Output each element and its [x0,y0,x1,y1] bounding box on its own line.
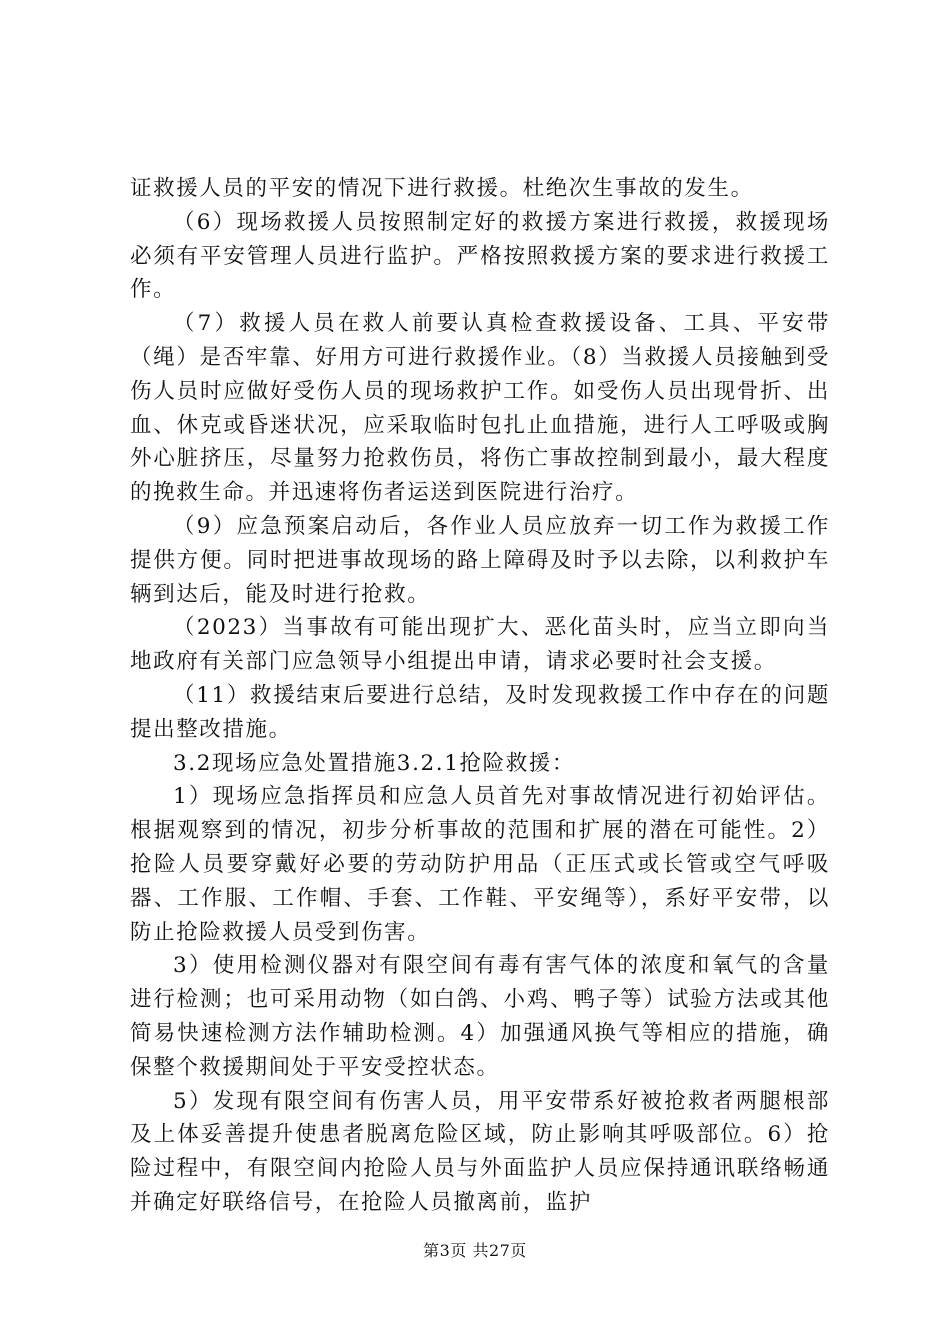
paragraph-item-6: （6）现场救援人员按照制定好的救援方案进行救援，救援现场必须有平安管理人员进行监护。严格按照救援方案的要求进行救援工作。 [130,209,830,303]
paragraph-step-5-6: 5）发现有限空间有伤害人员，用平安带系好被抢救者两腿根部及上体妥善提升使患者脱离危险区域，防止影响其呼吸部位。6）抢险过程中，有限空间内抢险人员与外面监护人员应保持通讯联络畅通并确定好联络信号，在抢险人员撤离前，监护 [130,1088,830,1215]
paragraph-item-9: （9）应急预案启动后，各作业人员应放弃一切工作为救援工作提供方便。同时把进事故现场的路上障碍及时予以去除，以利救护车辆到达后，能及时进行抢救。 [130,513,830,607]
paragraph-item-7-8: （7）救援人员在救人前要认真检查救援设备、工具、平安带（绳）是否牢靠、好用方可进行救援作业。（8）当救援人员接触到受伤人员时应做好受伤人员的现场救护工作。如受伤人员出现骨折、出血、休克或昏迷状况，应采取临时包扎止血措施，进行人工呼吸或胸外心脏挤压，尽量努力抢救伤员，将伤亡事故控制到最小，最大程度的挽救生命。并迅速将伤者运送到医院进行治疗。 [130,311,830,506]
paragraph-item-10: （2023）当事故有可能出现扩大、恶化苗头时，应当立即向当地政府有关部门应急领导小组提出申请，请求必要时社会支援。 [130,615,830,675]
page-number-footer: 第3页 共27页 [423,1241,527,1260]
paragraph-step-3-4: 3）使用检测仪器对有限空间有毒有害气体的浓度和氧气的含量进行检测；也可采用动物（如白鸽、小鸡、鸭子等）试验方法或其他简易快速检测方法作辅助检测。4）加强通风换气等相应的措施，确保整个救援期间处于平安受控状态。 [130,953,830,1080]
document-body [130,172,830,1220]
section-heading: 3.2现场应急处置措施3.2.1抢险救援： [173,750,575,776]
paragraph-item-11: （11）救援结束后要进行总结，及时发现救援工作中存在的问题提出整改措施。 [130,682,830,742]
paragraph-step-1-2: 1）现场应急指挥员和应急人员首先对事故情况进行初始评估。根据观察到的情况，初步分析事故的范围和扩展的潜在可能性。2）抢险人员要穿戴好必要的劳动防护用品（正压式或长管或空气呼吸器、工作服、工作帽、手套、工作鞋、平安绳等），系好平安带，以防止抢险救援人员受到伤害。 [130,784,830,945]
paragraph-continuation: 证救援人员的平安的情况下进行救援。杜绝次生事故的发生。 [130,176,754,201]
